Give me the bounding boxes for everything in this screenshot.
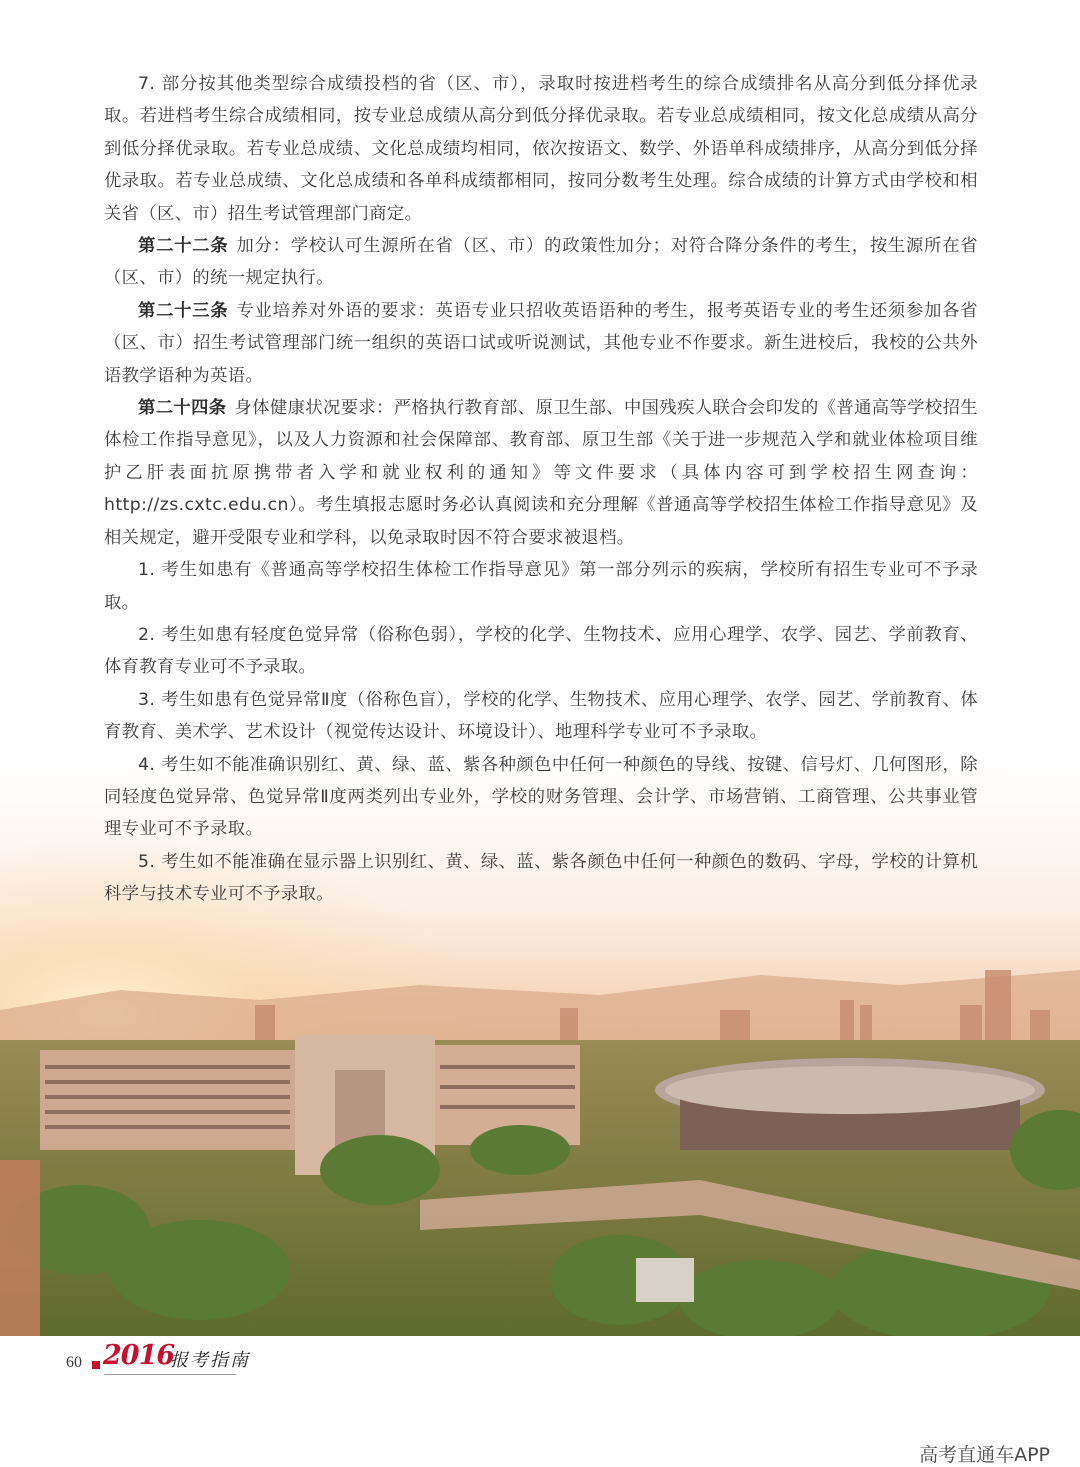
paragraph-7-comprehensive-score: 7. 部分按其他类型综合成绩投档的省（区、市），录取时按进档考生的综合成绩排名从高分到低分择优录取。若进档考生综合成绩相同，按专业总成绩从高分到低分择优录取。若专业总成绩相同，按文化总成绩从高分到低分择优录取。若专业总成绩、文化总成绩均相同，依次按语文、数学、外语单科成绩排序，从高分到低分择优录取。若专业总成绩、文化总成绩和各单科成绩都相同，按同分数考生处理。综合成绩的计算方式由学校和相关省（区、市）招生考试管理部门商定。 [104,74,978,224]
year-logo: 2016 [103,1340,175,1371]
watermark: 高考直通车APP [919,1444,1050,1466]
article-23: 第二十三条 专业培养对外语的要求：英语专业只招收英语语种的考生，报考英语专业的考生还须参加各省（区、市）招生考试管理部门统一组织的英语口试或听说测试，其他专业不作要求。新生进校后，我校的公共外语教学语种为英语。 [104,300,978,386]
article-22: 第二十二条 加分：学校认可生源所在省（区、市）的政策性加分；对符合降分条件的考生，按生源所在省（区、市）的统一规定执行。 [104,236,978,289]
article-24-heading: 第二十四条 [138,398,227,419]
regulation-text [104,68,978,911]
page-footer [0,1336,1080,1466]
footer-divider [104,1374,236,1375]
red-square-icon [92,1361,100,1369]
page-number: 60 [66,1354,82,1371]
health-item-1: 1. 考生如患有《普通高等学校招生体检工作指导意见》第一部分列示的疾病，学校所有招生专业可不予录取。 [104,560,978,613]
health-item-5: 5. 考生如不能准确在显示器上识别红、黄、绿、蓝、紫各颜色中任何一种颜色的数码、字母，学校的计算机科学与技术专业可不予录取。 [104,851,978,905]
health-item-2: 2. 考生如患有轻度色觉异常（俗称色弱），学校的化学、生物技术、应用心理学、农学、园艺、学前教育、体育教育专业可不予录取。 [104,624,978,678]
health-item-3: 3. 考生如患有色觉异常Ⅱ度（俗称色盲），学校的化学、生物技术、应用心理学、农学、园艺、学前教育、体育教育、美术学、艺术设计（视觉传达设计、环境设计）、地理科学专业可不予录取。 [104,689,978,743]
article-22-heading: 第二十二条 [138,236,229,257]
health-item-4: 4. 考生如不能准确识别红、黄、绿、蓝、紫各种颜色中任何一种颜色的导线、按键、信号灯、几何图形，除同轻度色觉异常、色觉异常Ⅱ度两类列出专业外，学校的财务管理、会计学、市场营销、工商管理、公共事业管理专业可不予录取。 [104,754,978,840]
article-23-heading: 第二十三条 [138,300,229,321]
article-24: 第二十四条 身体健康状况要求：严格执行教育部、原卫生部、中国残疾人联合会印发的《普通高等学校招生体检工作指导意见》，以及人力资源和社会保障部、教育部、原卫生部《关于进一步规范入学和就业体检项目维护乙肝表面抗原携带者入学和就业权利的通知》等文件要求（具体内容可到学校招生网查询：http://zs.cxtc.edu.cn）。考生填报志愿时务必认真阅读和充分理解《普通高等学校招生体检工作指导意见》及相关规定，避开受限专业和学科，以免录取时因不符合要求被退档。 [104,398,978,548]
guide-title: 报考指南 [170,1350,250,1371]
